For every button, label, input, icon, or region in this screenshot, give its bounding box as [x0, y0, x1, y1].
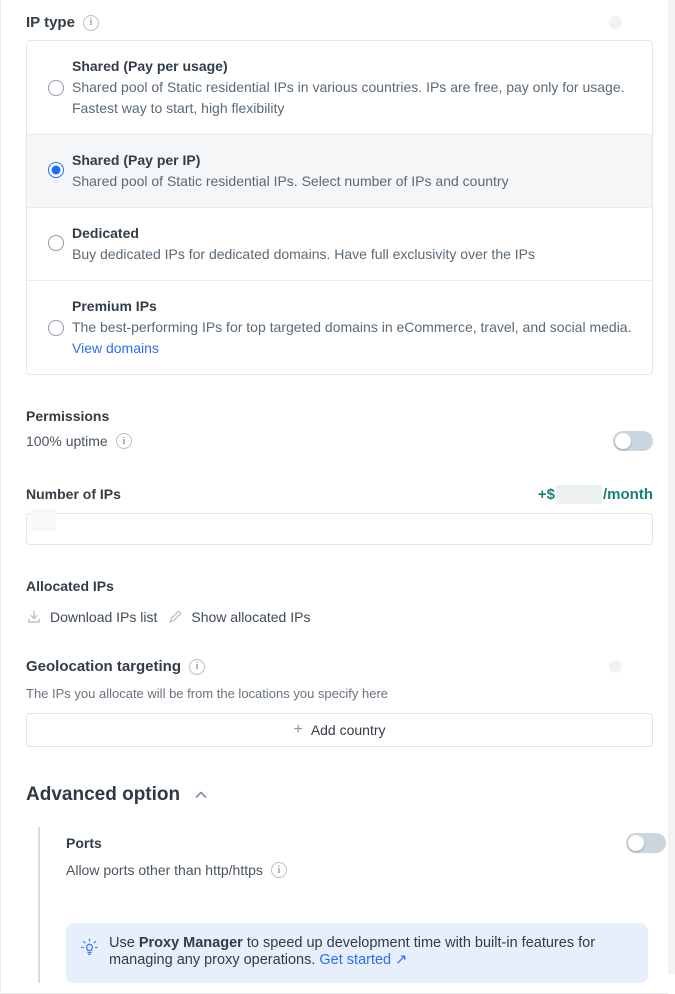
option-description-text: The best-performing IPs for top targeted domains in eCommerce, travel, and social media. — [72, 319, 632, 335]
option-title: Premium IPs — [72, 298, 157, 314]
download-icon — [26, 609, 42, 625]
price-prefix: +$ — [537, 486, 555, 503]
lightbulb-icon — [80, 938, 99, 957]
radio-button[interactable] — [48, 162, 64, 178]
radio-button[interactable] — [48, 320, 64, 336]
uptime-label: 100% uptime — [26, 433, 108, 449]
advanced-option-label: Advanced option — [26, 784, 181, 805]
allocated-ips-label: Allocated IPs — [26, 578, 114, 594]
ports-label: Ports — [66, 835, 102, 851]
status-dot — [609, 16, 622, 29]
permissions-section — [26, 408, 652, 451]
info-icon[interactable]: i — [116, 433, 132, 449]
download-ips-list-button[interactable] — [26, 609, 157, 625]
scrollbar[interactable] — [668, 0, 675, 974]
add-country-label: Add country — [310, 722, 386, 738]
number-of-ips-section — [26, 485, 653, 545]
proxy-manager-banner — [66, 923, 648, 983]
option-title: Shared (Pay per usage) — [72, 58, 228, 74]
banner-text — [109, 935, 632, 969]
ip-type-options — [26, 40, 653, 375]
toggle-knob — [615, 433, 631, 449]
banner-text-pre: Use — [109, 935, 139, 951]
advanced-option-header[interactable] — [26, 784, 652, 806]
ip-type-header — [26, 14, 652, 31]
geolocation-section — [26, 658, 652, 747]
option-dedicated[interactable] — [27, 207, 652, 280]
add-country-button[interactable] — [26, 713, 653, 747]
number-of-ips-label: Number of IPs — [26, 486, 121, 502]
option-shared-pay-per-usage[interactable] — [27, 41, 652, 134]
chevron-up-icon — [192, 786, 210, 804]
uptime-toggle[interactable] — [613, 431, 653, 451]
show-allocated-ips-button[interactable] — [167, 609, 310, 625]
option-description: Buy dedicated IPs for dedicated domains. Have full exclusivity over the IPs — [72, 246, 536, 262]
pencil-icon — [167, 609, 183, 625]
option-shared-pay-per-ip[interactable] — [27, 134, 652, 207]
ports-description: Allow ports other than http/https — [66, 862, 263, 878]
geolocation-label: Geolocation targeting — [26, 658, 182, 675]
banner-bold-text: Proxy Manager — [138, 935, 243, 951]
get-started-link[interactable] — [319, 952, 407, 968]
radio-button[interactable] — [48, 80, 64, 96]
price-suffix: /month — [603, 486, 653, 503]
option-title: Shared (Pay per IP) — [72, 152, 201, 168]
option-title: Dedicated — [72, 225, 139, 241]
info-icon[interactable]: i — [271, 862, 287, 878]
info-icon[interactable]: i — [189, 659, 205, 675]
option-description: Shared pool of Static residential IPs. Select number of IPs and country — [72, 173, 509, 189]
option-description: Shared pool of Static residential IPs in various countries. IPs are free, pay only for usage. Fastest way to start, high flexibility — [72, 79, 625, 116]
plus-icon: + — [293, 721, 303, 738]
banner-text-mid: to speed up development time with built-in features for managing any proxy operations. — [109, 935, 596, 968]
permissions-label: Permissions — [26, 408, 110, 424]
option-description — [72, 317, 632, 359]
toggle-knob — [628, 835, 644, 851]
status-dot — [609, 660, 622, 673]
view-domains-link[interactable]: View domains — [72, 340, 159, 356]
advanced-option-body — [38, 827, 652, 983]
option-premium-ips[interactable] — [27, 280, 652, 374]
download-ips-list-label: Download IPs list — [50, 609, 158, 625]
info-icon[interactable]: i — [83, 15, 99, 31]
allocated-ips-section — [26, 578, 652, 625]
price-redacted-value — [556, 485, 602, 504]
radio-button[interactable] — [48, 235, 64, 251]
ports-toggle[interactable] — [626, 833, 666, 853]
number-of-ips-input[interactable] — [26, 513, 653, 545]
geolocation-description: The IPs you allocate will be from the locations you specify here — [26, 686, 389, 701]
arrow-up-right-icon: ↗ — [395, 952, 408, 968]
ip-type-label: IP type — [26, 14, 75, 31]
get-started-label: Get started — [319, 952, 392, 968]
monthly-price — [538, 485, 653, 504]
show-allocated-ips-label: Show allocated IPs — [191, 609, 311, 625]
